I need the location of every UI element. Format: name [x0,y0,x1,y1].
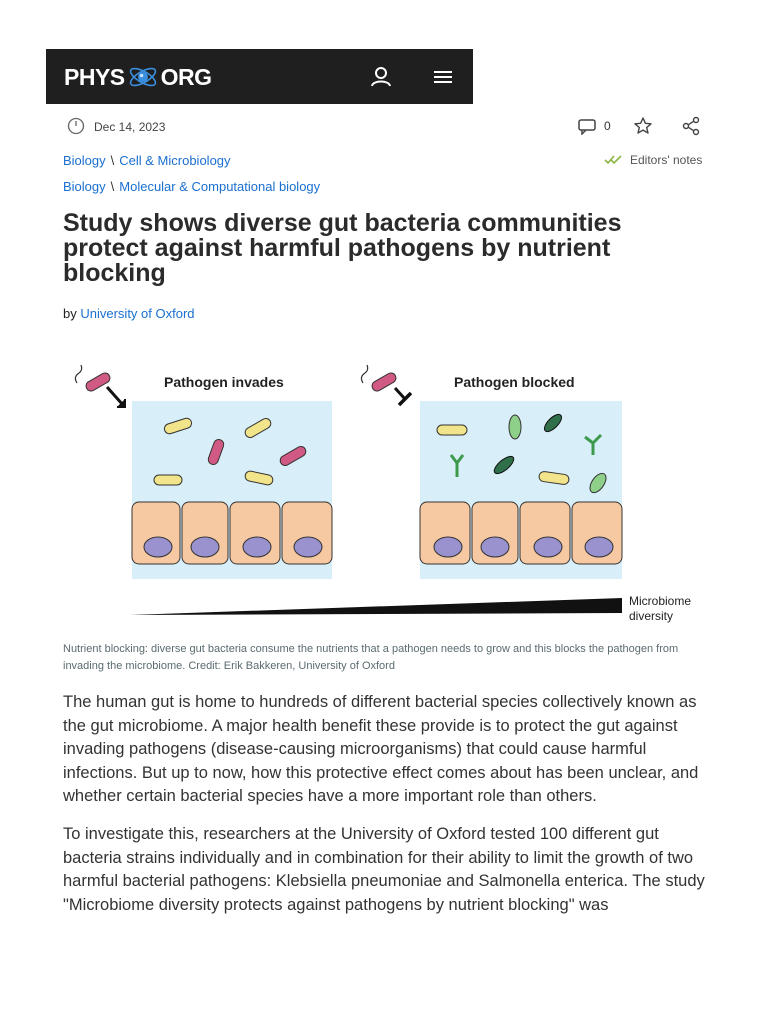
article-title: Study shows diverse gut bacteria communities protect against harmful pathogens by nutrient blocking [63,209,622,287]
publish-date: Dec 14, 2023 [94,120,166,134]
epithelium-left [132,502,332,564]
panel-label-invades: Pathogen invades [164,374,284,390]
block-icon [395,388,405,399]
breadcrumb-link-molecular-biology[interactable]: Molecular & Computational biology [119,179,321,194]
double-check-icon [604,154,624,166]
panel-pathogen-invades [75,365,332,579]
share-icon[interactable] [681,116,701,136]
byline [63,306,195,321]
atom-logo-icon [126,63,160,91]
breadcrumb-link-biology[interactable]: Biology [63,179,106,194]
article-paragraph: The human gut is home to hundreds of different bacterial species collectively known as the gut microbiome. A major health benefit these provide is to protect the gut against invading pathogens (disease-causing microorganisms) that could cause harmful infections. But up to now, how this protective effect comes about has been unclear, and whether certain bacterial species have a more important role than others. [63,693,699,805]
breadcrumb-separator: \ [110,179,115,194]
blocked-pathogen-icon [361,365,397,393]
article-figure [63,355,705,630]
comment-icon[interactable] [577,117,597,135]
logo-text-right: ORG [160,63,212,90]
axis-label-line1: Microbiome [629,594,692,608]
panel-pathogen-blocked [361,365,622,579]
clock-icon [67,117,85,135]
menu-icon [430,64,456,90]
axis-label-line2: diversity [629,609,674,623]
user-icon [368,64,394,90]
star-icon[interactable] [633,116,653,136]
comment-count: 0 [604,119,611,133]
breadcrumb [63,153,231,168]
diversity-wedge [130,598,622,615]
article-meta [63,116,705,138]
menu-button[interactable] [430,64,456,90]
breadcrumb [63,179,320,194]
article-paragraph: To investigate this, researchers at the University of Oxford tested 100 different gut bacteria strains individually and in combination for their ability to limit the growth of two harmful bacterial pathogens: Klebsiella pneumoniae and Salmonella enterica. The study "Microbiome diversity protects against pathogens by nutrient blocking" was [63,825,705,914]
editors-notes-link[interactable] [604,153,702,167]
breadcrumb-link-cell-microbiology[interactable]: Cell & Microbiology [119,153,231,168]
arrow-icon [107,387,123,405]
panel-label-blocked: Pathogen blocked [454,374,575,390]
epithelium-right [420,502,622,564]
user-button[interactable] [368,64,394,90]
editors-notes-label: Editors' notes [630,153,703,167]
site-logo[interactable] [64,63,212,91]
author-link[interactable]: University of Oxford [80,306,195,321]
logo-text-left: PHYS [64,63,125,90]
site-header [46,49,473,104]
pathogen-icon [75,365,111,393]
breadcrumb-separator: \ [110,153,115,168]
figure-caption: Nutrient blocking: diverse gut bacteria consume the nutrients that a pathogen needs to grow and this blocks the pathogen from invading the microbiome. Credit: Erik Bakkeren, University of Oxford [63,643,679,672]
byline-prefix: by [63,306,77,321]
breadcrumb-link-biology[interactable]: Biology [63,153,106,168]
